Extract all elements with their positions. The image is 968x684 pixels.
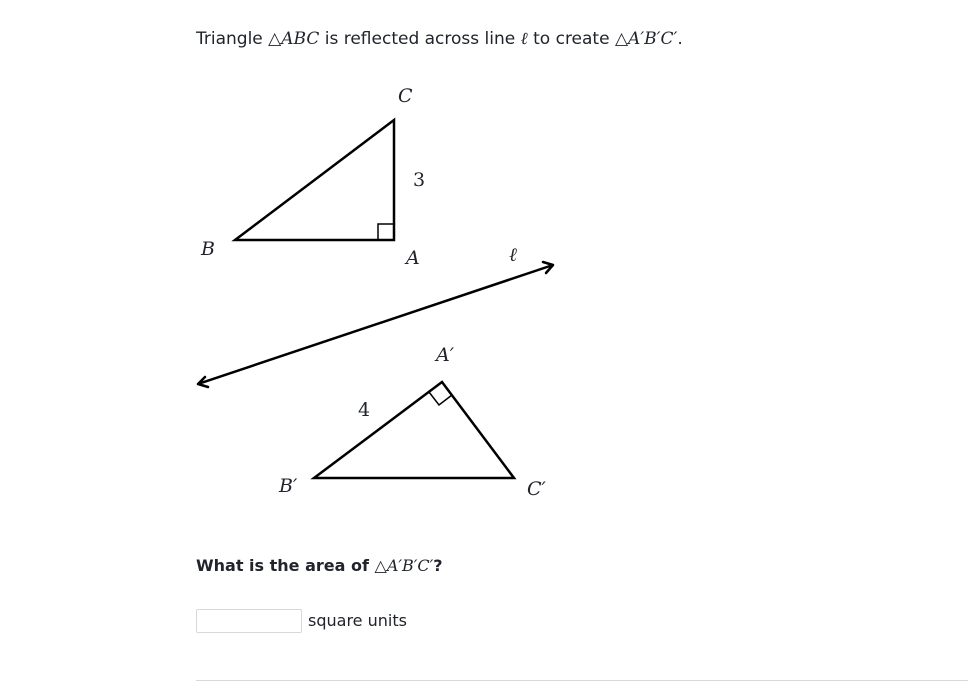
vertex-label-a: A — [406, 247, 420, 269]
side-length-ac: 3 — [413, 169, 426, 191]
vertex-label-b-prime: B′ — [279, 475, 298, 497]
question-text — [196, 554, 443, 578]
question-triangle-label: △A′B′C′ — [374, 556, 434, 575]
area-answer-input[interactable] — [196, 609, 302, 633]
vertex-label-a-prime: A′ — [436, 344, 455, 366]
vertex-label-b: B — [201, 238, 215, 260]
prompt-end: . — [677, 29, 683, 49]
question-suffix: ? — [433, 556, 443, 575]
prompt-middle: is reflected across line — [319, 29, 521, 49]
vertex-label-c: C — [398, 85, 413, 107]
triangle-abc-label: △ABC — [268, 29, 320, 49]
side-length-a-prime-b-prime: 4 — [358, 399, 371, 421]
triangle-symbol-icon: △ — [374, 556, 387, 575]
vertex-label-c-prime: C′ — [527, 478, 546, 500]
question-prefix: What is the area of — [196, 556, 375, 575]
prompt-suffix: to create — [527, 29, 615, 49]
answer-row — [196, 608, 407, 633]
line-label: ℓ — [509, 244, 517, 266]
right-angle-icon — [429, 392, 452, 405]
prompt-prefix: Triangle — [196, 29, 269, 49]
right-angle-icon — [378, 224, 394, 240]
triangle-abc — [235, 120, 394, 240]
triangle-symbol-icon: △ — [268, 29, 282, 49]
divider — [196, 680, 968, 681]
line-name: ℓ — [520, 29, 528, 49]
triangle-symbol-icon: △ — [614, 29, 629, 49]
reflection-line — [198, 265, 553, 384]
triangle-image-label: △A′B′C′ — [614, 29, 678, 49]
triangle-a-prime-b-prime-c-prime — [314, 382, 514, 478]
units-label: square units — [308, 611, 407, 630]
